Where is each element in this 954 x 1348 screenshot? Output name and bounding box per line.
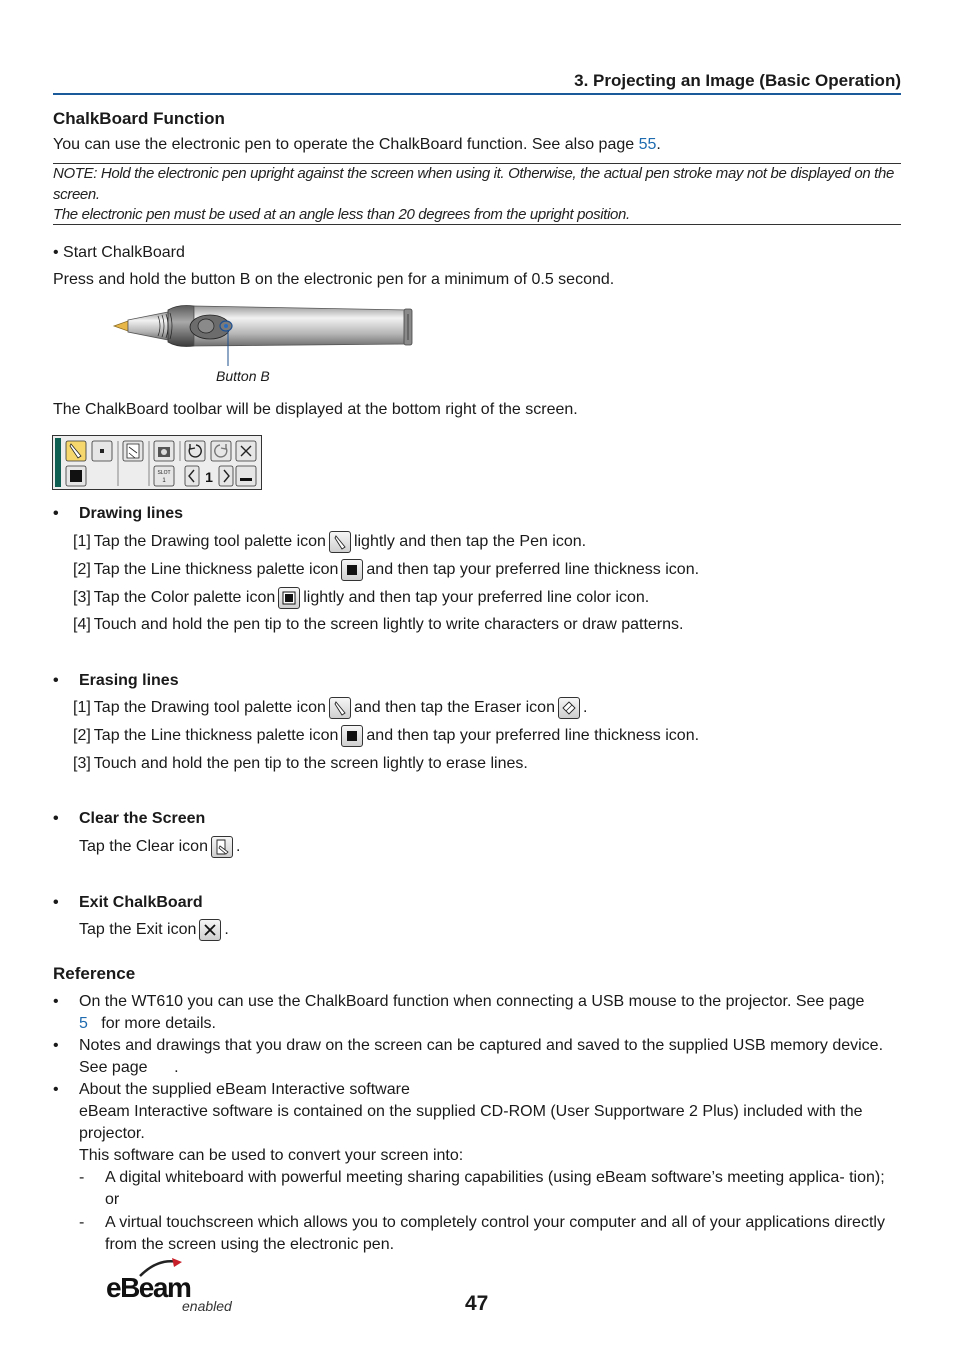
note-box — [53, 163, 901, 225]
reference-title: Reference — [53, 964, 136, 983]
step-text: Tap the Exit icon — [79, 921, 197, 938]
step-text: Tap the Drawing tool palette icon — [93, 533, 326, 550]
note-line2: The electronic pen must be used at an angle less than 20 degrees from the upright position. — [53, 206, 630, 223]
step-text: lightly and then tap the Pen icon. — [353, 533, 587, 550]
step-number: [3] — [73, 755, 91, 772]
bullet-dot: • — [53, 505, 59, 522]
ref1-text: On the WT610 you can use the ChalkBoard function when connecting a USB mouse to the projector. See page — [79, 993, 865, 1010]
ref3-paragraph-2: This software can be used to convert your screen into: — [79, 1147, 464, 1164]
drawing-step-1 — [73, 531, 586, 553]
drawing-tool-palette-icon[interactable] — [329, 697, 351, 719]
ref2-text: Notes and drawings that you draw on the screen can be captured and saved to the supplied USB memory device. See page . — [79, 1037, 888, 1076]
line-thickness-palette-icon[interactable] — [341, 725, 363, 747]
intro-paragraph — [53, 134, 901, 156]
dash-marker: - — [79, 1169, 85, 1186]
exit-icon[interactable] — [199, 919, 221, 941]
toolbar-slot-number: 1 — [162, 478, 166, 484]
ref1-page-link[interactable]: 5 — [79, 1015, 88, 1032]
step-text: Tap the Clear icon — [79, 838, 208, 855]
color-palette-icon[interactable] — [278, 587, 300, 609]
step-text: Touch and hold the pen tip to the screen lightly to erase lines. — [93, 755, 528, 772]
drawing-lines-title: Drawing lines — [79, 505, 184, 522]
bullet-dot: • — [53, 810, 59, 827]
section-title: ChalkBoard Function — [53, 109, 225, 128]
ref1-text-end: for more details. — [101, 1015, 216, 1032]
reference-list — [53, 991, 901, 1261]
step-text: Tap the Line thickness palette icon — [93, 727, 339, 744]
exit-chalkboard-title: Exit ChalkBoard — [79, 894, 203, 911]
bullet-dot: • — [53, 1081, 59, 1098]
step-text: Tap the Line thickness palette icon — [93, 561, 339, 578]
dash2-text: A virtual touchscreen which allows you to completely control your computer and all of your applications directly from the screen using the electronic pen. — [105, 1214, 885, 1253]
bullet-dot: • — [53, 672, 59, 689]
dash1-text: A digital whiteboard with powerful meeting sharing capabilities (using eBeam software’s meeting applica- tion); or — [105, 1169, 885, 1208]
toolbar-grip-bar — [55, 438, 61, 487]
step-text: . — [235, 838, 241, 855]
button-b-caption: Button B — [216, 368, 270, 384]
toolbar-description: The ChalkBoard toolbar will be displayed at the bottom right of the screen. — [53, 401, 578, 418]
eraser-icon[interactable] — [558, 697, 580, 719]
toolbar-slot-label: SLOT — [157, 470, 171, 476]
step-number: [1] — [73, 533, 91, 550]
intro-page-link[interactable]: 55 — [638, 136, 657, 153]
ref3-title: About the supplied eBeam Interactive software — [79, 1081, 410, 1098]
header-title: 3. Projecting an Image (Basic Operation) — [574, 71, 901, 90]
page-number: 47 — [465, 1292, 489, 1315]
clear-screen-step — [79, 836, 240, 858]
clear-screen-title: Clear the Screen — [79, 810, 206, 827]
reference-item-text — [79, 1079, 901, 1167]
step-text: . — [582, 699, 588, 716]
drawing-tool-palette-icon[interactable] — [329, 531, 351, 553]
step-text: lightly and then tap your preferred line color icon. — [303, 589, 650, 606]
erasing-step-2 — [73, 725, 699, 747]
erasing-lines-title: Erasing lines — [79, 672, 179, 689]
logo-sub: enabled — [182, 1298, 232, 1314]
header-rule — [53, 93, 901, 95]
step-text: Tap the Drawing tool palette icon — [93, 699, 326, 716]
bullet-dot: • — [53, 993, 59, 1010]
start-bullet: • Start ChalkBoard — [53, 244, 185, 261]
exit-step — [79, 919, 229, 941]
dash-marker: - — [79, 1214, 85, 1231]
toolbar-page-number: 1 — [205, 469, 213, 485]
line-thickness-palette-icon[interactable] — [341, 559, 363, 581]
step-text: and then tap your preferred line thickness icon. — [366, 727, 700, 744]
note-line1: NOTE: Hold the electronic pen upright against the screen when using it. Otherwise, the actual pen stroke may not be displayed on the screen. — [53, 165, 894, 203]
ebeam-logo — [106, 1256, 246, 1318]
drawing-step-4 — [73, 614, 683, 636]
bullet-dot: • — [53, 1037, 59, 1054]
toolbar-icons — [63, 438, 261, 488]
electronic-pen-illustration — [110, 300, 420, 370]
erasing-step-1 — [73, 697, 587, 719]
step-number: [4] — [73, 616, 91, 633]
step-number: [2] — [73, 727, 91, 744]
step-number: [3] — [73, 589, 91, 606]
ref3-paragraph-1: eBeam Interactive software is contained on the supplied CD-ROM (User Supportware 2 Plus) included with the projector. — [79, 1103, 863, 1142]
drawing-step-2 — [73, 559, 699, 581]
intro-end: . — [656, 136, 661, 153]
step-text: Touch and hold the pen tip to the screen lightly to write characters or draw patterns. — [93, 616, 684, 633]
drawing-step-3 — [73, 587, 649, 609]
logo-brand: eBeam — [106, 1272, 191, 1303]
reference-item-text — [79, 991, 901, 1035]
erasing-step-3 — [73, 753, 528, 775]
step-text: and then tap the Eraser icon — [353, 699, 555, 716]
chalkboard-toolbar — [52, 435, 262, 490]
step-number: [1] — [73, 699, 91, 716]
start-instruction: Press and hold the button B on the electronic pen for a minimum of 0.5 second. — [53, 271, 615, 288]
step-text: . — [224, 921, 229, 938]
step-text: and then tap your preferred line thickness icon. — [366, 561, 700, 578]
bullet-dot: • — [53, 894, 59, 911]
clear-icon[interactable] — [211, 836, 233, 858]
step-number: [2] — [73, 561, 91, 578]
step-text: Tap the Color palette icon — [93, 589, 276, 606]
intro-text: You can use the electronic pen to operate the ChalkBoard function. See also page — [53, 136, 639, 153]
